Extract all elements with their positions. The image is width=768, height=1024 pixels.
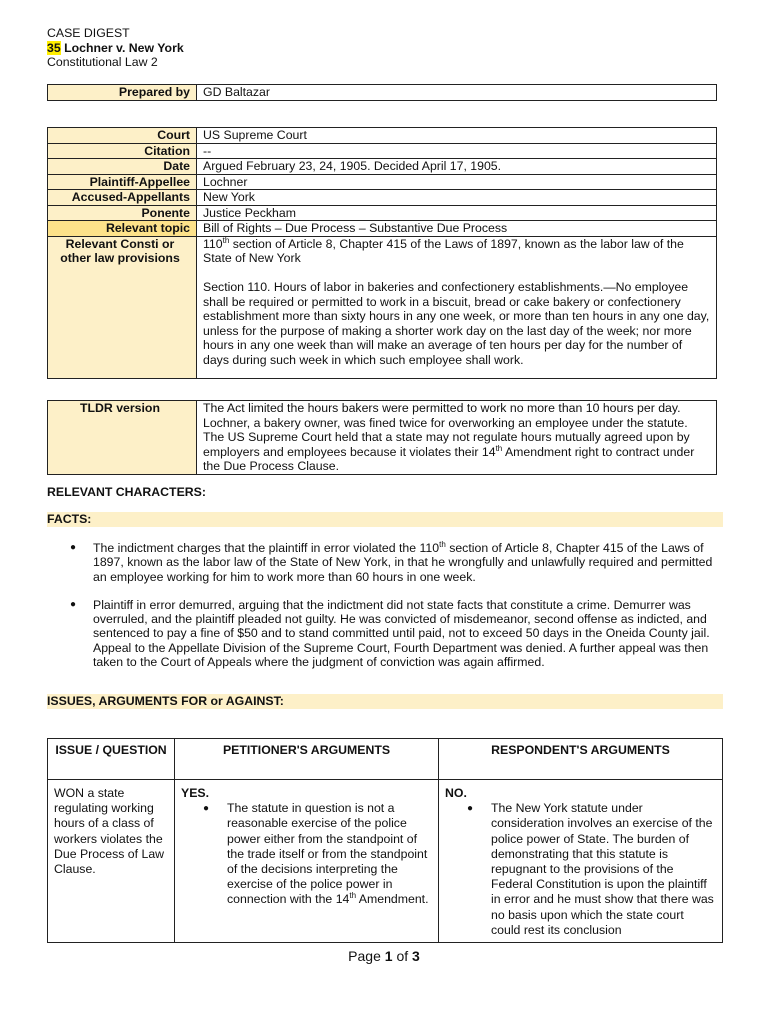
bullet-icon: ●: [70, 598, 77, 610]
case-details-table: [47, 127, 717, 379]
tldr-row: [48, 401, 717, 475]
provisions-paragraph-1: 110th section of Article 8, Chapter 415 of the Laws of 1897, known as the labor law of the State of New York: [203, 235, 684, 265]
issues-header-row: [48, 739, 723, 780]
respondent-argument: ● The New York statute under consideration involves an exercise of the police power of State. The burden of demonstrating that this statute is repugnant to the provisions of the Federal Constitution is upon the plaintiff in error and he must show that there was no basis upon which the state court could rest its conclusion: [467, 801, 714, 937]
fact-item: ● Plaintiff in error demurred, arguing that the indictment did not state facts that constitute a crime. Demurrer was overruled, and the plaintiff pleaded not guilty. He was convicted of misdemeanor, second offense as indicted, and sentenced to pay a fine of $50 and to stand committed until paid, not to exceed 50 days in the Oneida County jail. Appeal to the Appellate Division of the Supreme Court, Fourth Department was denied. A further appeal was then taken to the Court of Appeals where the judgment of conviction was again affirmed.: [70, 597, 710, 670]
petitioner-column-header: PETITIONER'S ARGUMENTS: [175, 739, 439, 780]
issue-column-header: ISSUE / QUESTION: [48, 739, 175, 780]
detail-row-topic: [48, 221, 717, 237]
topic-label: Relevant topic: [48, 221, 197, 237]
fact-item: ● The indictment charges that the plaintiff in error violated the 110th section of Article 8, Chapter 415 of the Laws of 1897, known as the labor law of the State of New York, in that he wrongfully and unlawfully required and permitted an employee working for him to work more than 60 hours in one week.: [70, 539, 713, 584]
document-header: [47, 26, 184, 70]
tldr-value: The Act limited the hours bakers were permitted to work no more than 10 hours per day. Lochner, a bakery owner, was fined twice for overworking an employee under the statute. The US Supreme Court held that a state may not regulate hours mutually agreed upon by employers and employees because it violates their 14th Amendment right to contract under the Due Process Clause.: [197, 401, 717, 475]
prepared-by-table: [47, 84, 717, 101]
ponente-label: Ponente: [48, 205, 197, 221]
plaintiff-label: Plaintiff-Appellee: [48, 174, 197, 190]
bullet-icon: ●: [70, 542, 77, 553]
tldr-label: TLDR version: [48, 401, 197, 475]
provisions-paragraph-2: Section 110. Hours of labor in bakeries and confectionery establishments.—No employee shall be required or permitted to work in a biscuit, bread or cake bakery or confectionery establishment more than sixty hours in any one week, or more than ten hours in any one day, unless for the purpose of making a shorter work day on the last day of the week; nor more hours in any one week than will make an average of ten hours per day for the number of days during such week in which such employee shall work.: [203, 280, 710, 367]
detail-row-plaintiff: [48, 174, 717, 190]
petitioner-cell: [175, 780, 439, 943]
issues-table: [47, 738, 723, 943]
respondent-answer: NO.: [445, 786, 467, 800]
page-footer: [0, 948, 768, 964]
provisions-label: Relevant Consti or other law provisions: [48, 236, 197, 378]
topic-value: Bill of Rights – Due Process – Substantive Due Process: [197, 221, 717, 237]
bullet-icon: ●: [467, 803, 474, 815]
citation-label: Citation: [48, 143, 197, 159]
relevant-characters-heading: RELEVANT CHARACTERS:: [47, 485, 206, 499]
ponente-value: Justice Peckham: [197, 205, 717, 221]
detail-row-citation: [48, 143, 717, 159]
case-title: Lochner v. New York: [64, 40, 184, 55]
case-title-line: [47, 41, 184, 56]
current-page: 1: [384, 948, 393, 964]
total-pages: 3: [412, 948, 420, 964]
court-value: US Supreme Court: [197, 128, 717, 144]
plaintiff-value: Lochner: [197, 174, 717, 190]
prepared-label: Prepared by: [48, 85, 197, 101]
issue-cell: WON a state regulating working hours of a class of workers violates the Due Process of Law Clause.: [48, 780, 175, 943]
issues-heading: ISSUES, ARGUMENTS FOR or AGAINST:: [47, 694, 723, 709]
prepared-value: GD Baltazar: [197, 85, 717, 101]
header-label: CASE DIGEST: [47, 26, 130, 40]
respondent-arguments-list: [445, 801, 716, 938]
court-label: Court: [48, 128, 197, 144]
respondent-column-header: RESPONDENT'S ARGUMENTS: [439, 739, 723, 780]
page-word: Page: [348, 948, 381, 964]
detail-row-provisions: [48, 236, 717, 378]
prepared-row: [48, 85, 717, 101]
detail-row-court: [48, 128, 717, 144]
accused-value: New York: [197, 190, 717, 206]
detail-row-accused: [48, 190, 717, 206]
petitioner-arguments-list: [181, 801, 432, 907]
provisions-value: [197, 236, 717, 378]
detail-row-ponente: [48, 205, 717, 221]
petitioner-answer: YES.: [181, 786, 210, 800]
case-number: 35: [47, 40, 61, 55]
petitioner-argument: ● The statute in question is not a reasonable exercise of the police power either from the standpoint of the trade itself or from the standpoint of the decisions interpreting the exercise of the police power in connection with the 14th Amendment.: [203, 801, 429, 907]
accused-label: Accused-Appellants: [48, 190, 197, 206]
facts-heading: FACTS:: [47, 512, 723, 527]
bullet-icon: ●: [203, 803, 210, 815]
detail-row-date: [48, 159, 717, 175]
tldr-table: [47, 400, 717, 475]
date-value: Argued February 23, 24, 1905. Decided April 17, 1905.: [197, 159, 717, 175]
citation-value: --: [197, 143, 717, 159]
facts-list: [70, 541, 725, 683]
subject-line: Constitutional Law 2: [47, 55, 158, 69]
date-label: Date: [48, 159, 197, 175]
issue-row: [48, 780, 723, 943]
respondent-cell: [439, 780, 723, 943]
of-word: of: [396, 948, 409, 964]
